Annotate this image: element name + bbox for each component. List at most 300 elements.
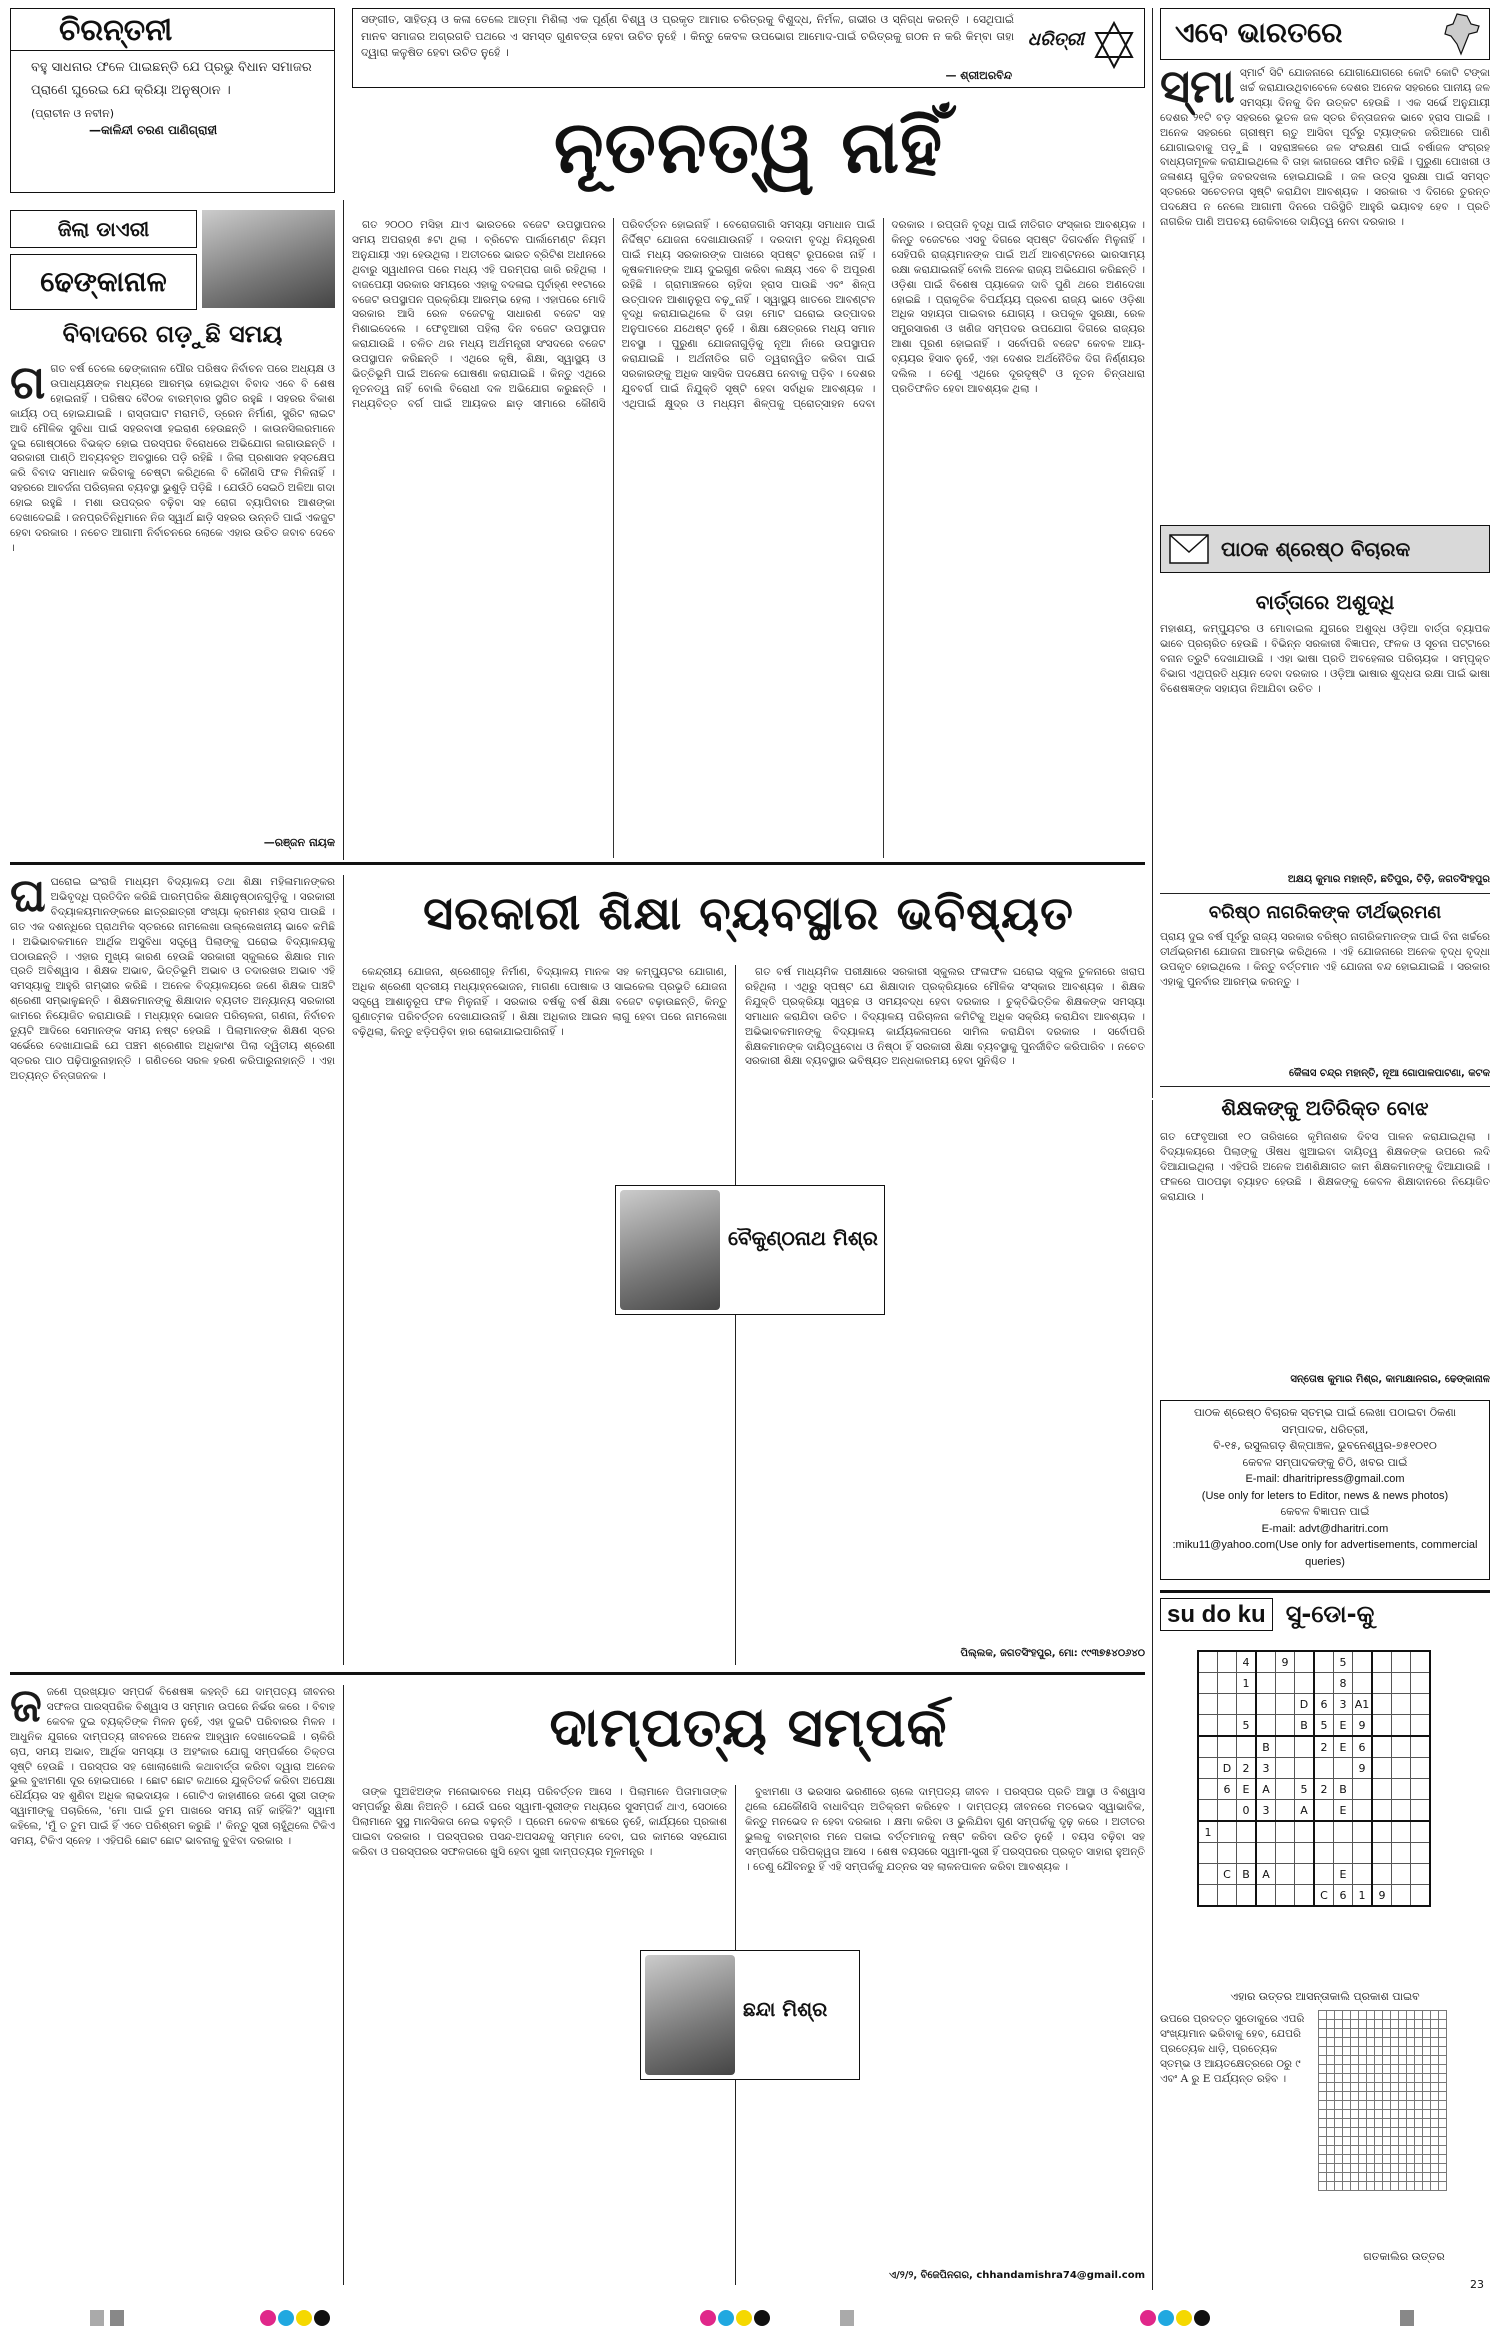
yellow-dot <box>1176 2310 1192 2326</box>
sudoku-cell[interactable]: 5 <box>1334 1651 1353 1673</box>
sudoku-cell[interactable] <box>1334 1821 1353 1843</box>
mini-cell <box>1407 2182 1415 2191</box>
sudoku-cell[interactable] <box>1392 1651 1411 1673</box>
sudoku-cell[interactable] <box>1372 1800 1392 1822</box>
mini-cell <box>1407 2128 1415 2137</box>
mini-cell <box>1351 2029 1359 2038</box>
mini-cell <box>1431 2029 1439 2038</box>
mini-cell <box>1391 2164 1399 2173</box>
mini-cell <box>1351 2011 1359 2020</box>
contact-email[interactable]: :miku11@yahoo.com(Use only for advertisements, commercial queries) <box>1172 1539 1478 1568</box>
sudoku-cell[interactable]: 6 <box>1334 1885 1353 1907</box>
mini-cell <box>1351 2182 1359 2191</box>
sudoku-cell[interactable] <box>1295 1651 1315 1673</box>
contact-email[interactable]: E-mail: advt@dharitri.com <box>1261 1522 1389 1535</box>
star-emblem-icon <box>1094 21 1134 69</box>
sudoku-cell[interactable] <box>1198 1758 1218 1779</box>
mini-cell <box>1423 2110 1431 2119</box>
sudoku-cell[interactable]: B <box>1334 1779 1353 1800</box>
mini-cell <box>1375 2038 1383 2047</box>
sudoku-cell[interactable] <box>1276 1736 1295 1758</box>
mini-cell <box>1351 2128 1359 2137</box>
sudoku-cell[interactable]: 3 <box>1256 1800 1276 1822</box>
mini-row <box>1319 2011 1447 2020</box>
sudoku-cell[interactable] <box>1411 1843 1431 1864</box>
sudoku-cell[interactable] <box>1411 1694 1431 1715</box>
sudoku-cell[interactable] <box>1218 1821 1237 1843</box>
magenta-dot <box>1140 2310 1156 2326</box>
mini-cell <box>1439 2101 1447 2110</box>
mini-cell <box>1415 2020 1423 2029</box>
sudoku-row <box>1198 1885 1430 1907</box>
sudoku-cell[interactable] <box>1218 1843 1237 1864</box>
ebe-bharatare-title: ଏବେ ଭାରତରେ <box>1175 16 1343 49</box>
sudoku-cell[interactable]: 2 <box>1237 1758 1257 1779</box>
mini-cell <box>1439 2020 1447 2029</box>
sudoku-cell[interactable] <box>1276 1673 1295 1694</box>
mini-cell <box>1407 2056 1415 2065</box>
sudoku-cell[interactable] <box>1392 1864 1411 1885</box>
mini-cell <box>1351 2164 1359 2173</box>
sudoku-grid[interactable] <box>1197 1650 1457 1980</box>
sudoku-cell[interactable]: 6 <box>1314 1694 1334 1715</box>
mini-cell <box>1439 2029 1447 2038</box>
sudoku-cell[interactable] <box>1276 1821 1295 1843</box>
sudoku-cell[interactable]: 3 <box>1256 1758 1276 1779</box>
mini-row <box>1319 2047 1447 2056</box>
sudoku-cell[interactable] <box>1295 1736 1315 1758</box>
sudoku-cell[interactable] <box>1392 1843 1411 1864</box>
sudoku-cell[interactable] <box>1372 1673 1392 1694</box>
sudoku-cell[interactable] <box>1411 1736 1431 1758</box>
mini-cell <box>1439 2128 1447 2137</box>
contact-email[interactable]: E-mail: dharitripress@gmail.com <box>1245 1473 1405 1485</box>
sudoku-cell[interactable]: 5 <box>1295 1779 1315 1800</box>
mini-cell <box>1399 2065 1407 2074</box>
gray-swatch <box>840 2310 854 2326</box>
mini-cell <box>1367 2164 1375 2173</box>
sudoku-cell[interactable]: E <box>1334 1715 1353 1737</box>
mini-cell <box>1391 2011 1399 2020</box>
sudoku-cell[interactable] <box>1411 1715 1431 1737</box>
sudoku-cell[interactable] <box>1411 1779 1431 1800</box>
sudoku-cell[interactable] <box>1314 1800 1334 1822</box>
mini-cell <box>1431 2101 1439 2110</box>
sudoku-cell[interactable] <box>1353 1821 1373 1843</box>
sudoku-cell[interactable] <box>1218 1800 1237 1822</box>
sudoku-cell[interactable] <box>1218 1694 1237 1715</box>
sudoku-cell[interactable] <box>1372 1736 1392 1758</box>
mini-cell <box>1319 2029 1327 2038</box>
mini-cell <box>1431 2020 1439 2029</box>
sudoku-cell[interactable]: A <box>1295 1800 1315 1822</box>
mini-cell <box>1327 2074 1335 2083</box>
mini-cell <box>1423 2011 1431 2020</box>
sudoku-cell[interactable]: B <box>1237 1864 1257 1885</box>
mini-cell <box>1391 2083 1399 2092</box>
sudoku-cell[interactable]: E <box>1334 1736 1353 1758</box>
sudoku-cell[interactable] <box>1411 1864 1431 1885</box>
sudoku-cell[interactable] <box>1411 1651 1431 1673</box>
mini-cell <box>1367 2047 1375 2056</box>
zila-diary-author: —ରଞ୍ଜନ ନାୟକ <box>263 836 335 849</box>
mini-cell <box>1343 2155 1351 2164</box>
mini-cell <box>1415 2128 1423 2137</box>
sudoku-cell[interactable] <box>1314 1864 1334 1885</box>
sudoku-cell[interactable] <box>1353 1651 1373 1673</box>
sudoku-cell[interactable]: 2 <box>1314 1779 1334 1800</box>
mini-cell <box>1415 2137 1423 2146</box>
mini-cell <box>1439 2146 1447 2155</box>
mini-cell <box>1359 2128 1367 2137</box>
sudoku-cell[interactable] <box>1372 1821 1392 1843</box>
contact-line: ପାଠକ ଶ୍ରେଷ୍ଠ ବିଚାରକ ସ୍ତମ୍ଭ ପାଇଁ ଲେଖା ପଠାଇବା ଠିକଣା <box>1193 1406 1457 1419</box>
sudoku-cell[interactable]: E <box>1237 1779 1257 1800</box>
mini-cell <box>1327 2020 1335 2029</box>
sudoku-cell[interactable]: 9 <box>1276 1651 1295 1673</box>
sudoku-cell[interactable] <box>1198 1694 1218 1715</box>
sudoku-cell[interactable] <box>1353 1800 1373 1822</box>
mini-cell <box>1359 2110 1367 2119</box>
mini-cell <box>1359 2137 1367 2146</box>
sudoku-cell[interactable] <box>1276 1800 1295 1822</box>
sudoku-cell[interactable] <box>1411 1758 1431 1779</box>
mini-cell <box>1415 2101 1423 2110</box>
sudoku-cell[interactable] <box>1295 1758 1315 1779</box>
sudoku-cell[interactable] <box>1256 1885 1276 1907</box>
letter-title: ବାର୍ତ୍ତାରେ ଅଶୁଦ୍ଧି <box>1255 590 1395 614</box>
mini-cell <box>1399 2155 1407 2164</box>
sudoku-cell[interactable] <box>1237 1694 1257 1715</box>
sudoku-cell[interactable] <box>1256 1694 1276 1715</box>
sudoku-row <box>1198 1651 1430 1673</box>
sudoku-row <box>1198 1758 1430 1779</box>
mini-cell <box>1439 2155 1447 2164</box>
sudoku-cell[interactable] <box>1411 1800 1431 1822</box>
sudoku-cell[interactable] <box>1256 1843 1276 1864</box>
sudoku-cell[interactable] <box>1314 1821 1334 1843</box>
mini-cell <box>1399 2020 1407 2029</box>
mini-cell <box>1423 2056 1431 2065</box>
registration-bar <box>0 2306 1500 2332</box>
mini-cell <box>1391 2146 1399 2155</box>
sudoku-cell[interactable]: 9 <box>1372 1885 1392 1907</box>
mini-cell <box>1399 2056 1407 2065</box>
mini-cell <box>1431 2083 1439 2092</box>
sudoku-cell[interactable] <box>1218 1715 1237 1737</box>
sudoku-cell[interactable]: 3 <box>1334 1694 1353 1715</box>
sudoku-cell[interactable]: 9 <box>1353 1715 1373 1737</box>
mini-row <box>1319 2164 1447 2173</box>
sudoku-cell[interactable] <box>1276 1694 1295 1715</box>
sudoku-cell[interactable]: C <box>1314 1885 1334 1907</box>
mini-cell <box>1335 2065 1343 2074</box>
contact-line: ସମ୍ପାଦକ, ଧରିତ୍ରୀ, <box>1281 1422 1369 1436</box>
sudoku-cell[interactable] <box>1198 1715 1218 1737</box>
mini-row <box>1319 2137 1447 2146</box>
mini-cell <box>1335 2011 1343 2020</box>
sudoku-cell[interactable] <box>1256 1715 1276 1737</box>
sudoku-cell[interactable]: E <box>1334 1800 1353 1822</box>
mini-cell <box>1383 2011 1391 2020</box>
sudoku-cell[interactable] <box>1237 1843 1257 1864</box>
mini-cell <box>1423 2020 1431 2029</box>
sudoku-cell[interactable] <box>1372 1758 1392 1779</box>
mini-cell <box>1423 2128 1431 2137</box>
sudoku-cell[interactable] <box>1198 1673 1218 1694</box>
mini-cell <box>1343 2011 1351 2020</box>
sudoku-cell[interactable] <box>1237 1736 1257 1758</box>
sudoku-cell[interactable] <box>1411 1885 1431 1907</box>
mini-row <box>1319 2173 1447 2182</box>
mini-cell <box>1375 2164 1383 2173</box>
sudoku-cell[interactable]: 5 <box>1237 1715 1257 1737</box>
mini-cell <box>1327 2101 1335 2110</box>
sudoku-cell[interactable] <box>1353 1864 1373 1885</box>
sudoku-cell[interactable] <box>1372 1779 1392 1800</box>
mini-cell <box>1399 2092 1407 2101</box>
sudoku-cell[interactable] <box>1276 1885 1295 1907</box>
mini-cell <box>1351 2101 1359 2110</box>
mini-cell <box>1319 2128 1327 2137</box>
letter-divider <box>1160 893 1490 894</box>
mini-cell <box>1383 2110 1391 2119</box>
zila-diary-body: ଗତ ବର୍ଷ ତେଲେ ଢେଙ୍କାନାଳ ପୌର ପରିଷଦ ନିର୍ବାଚନ ପରେ ଅଧ୍ୟକ୍ଷ ଓ ଉପାଧ୍ୟକ୍ଷଙ୍କ ମଧ୍ୟରେ ଆରମ୍ଭ ହୋଇଥିବା ବିବାଦ ଏବେ ବି ଶେଷ ହୋଇନାହିଁ । ପରିଷଦ ବୈଠକ ବାରମ୍ବାର ସ୍ଥଗିତ ରହୁଛି । ସହରର ବିକାଶ କାର୍ଯ୍ୟ ଠପ୍ ହୋଇଯାଇଛି । ରାସ୍ତାଘାଟ ମରାମତି, ଡ୍ରେନ ନିର୍ମାଣ, ସ୍ଟ୍ରିଟ ଲାଇଟ ଆଦି ମୌଳିକ ସୁବିଧା ପାଇଁ ସହରବାସୀ ହଇରାଣ ହେଉଛନ୍ତି । କାଉନସିଲରମାନେ ଦୁଇ ଗୋଷ୍ଠୀରେ ବିଭକ୍ତ ହୋଇ ପରସ୍ପର ବିରୋଧରେ ଅଭିଯୋଗ ଲଗାଉଛନ୍ତି । ସରକାରୀ ପାଣ୍ଠି ଅବ୍ୟବହୃତ ଅବସ୍ଥାରେ ପଡ଼ି ରହିଛି । ଜିଲା ପ୍ରଶାସନ ହସ୍ତକ୍ଷେପ କରି ବିବାଦ ସମାଧାନ କରିବାକୁ ଚେଷ୍ଟା କରିଥିଲେ ବି କୌଣସି ଫଳ ମିଳିନାହିଁ । ସହରରେ ଆବର୍ଜନା ପରିଚାଳନା ବ୍ୟବସ୍ଥା ଭୁଶୁଡ଼ି ପଡ଼ିଛି । ଯେଉଁଠି ସେଇଠି ଅଳିଆ ଗଦା ହୋଇ ରହୁଛି । ମଶା ଉପଦ୍ରବ ବଢ଼ିବା ସହ ରୋଗ ବ୍ୟାପିବାର ଆଶଙ୍କା ଦେଖାଦେଇଛି । ଜନପ୍ରତିନିଧିମାନେ ନିଜ ସ୍ୱାର୍ଥ ଛାଡ଼ି ସହରର ଉନ୍ନତି ପାଇଁ ଏକଜୁଟ ହେବା ଦରକାର । ନଚେତ ଆଗାମୀ ନିର୍ବାଚନରେ ଲୋକେ ଏହାର ଉଚିତ ଜବାବ ଦେବେ । <box>10 363 335 554</box>
sudoku-cell[interactable] <box>1198 1651 1218 1673</box>
mini-cell <box>1335 2146 1343 2155</box>
mini-cell <box>1327 2119 1335 2128</box>
chirantani-title: ଚିରନ୍ତନୀ <box>11 9 334 51</box>
mini-cell <box>1367 2011 1375 2020</box>
sudoku-cell[interactable]: E <box>1334 1864 1353 1885</box>
mini-cell <box>1431 2164 1439 2173</box>
zila-diary-district: ଢେଙ୍କାନାଳ <box>10 254 197 310</box>
sudoku-cell[interactable] <box>1198 1800 1218 1822</box>
sudoku-cell[interactable] <box>1295 1885 1315 1907</box>
sudoku-cell[interactable] <box>1392 1715 1411 1737</box>
mini-cell <box>1327 2110 1335 2119</box>
sudoku-cell[interactable] <box>1237 1821 1257 1843</box>
mini-cell <box>1335 2056 1343 2065</box>
sudoku-cell[interactable] <box>1353 1843 1373 1864</box>
mini-cell <box>1351 2137 1359 2146</box>
sudoku-cell[interactable]: D <box>1295 1694 1315 1715</box>
mini-cell <box>1375 2101 1383 2110</box>
sudoku-cell[interactable] <box>1276 1843 1295 1864</box>
mini-cell <box>1407 2146 1415 2155</box>
sudoku-cell[interactable] <box>1372 1864 1392 1885</box>
mini-cell <box>1375 2056 1383 2065</box>
sudoku-cell[interactable]: 5 <box>1314 1715 1334 1737</box>
mini-cell <box>1407 2011 1415 2020</box>
mini-cell <box>1343 2119 1351 2128</box>
sudoku-cell[interactable] <box>1256 1821 1276 1843</box>
sudoku-cell[interactable] <box>1198 1736 1218 1758</box>
mini-cell <box>1359 2047 1367 2056</box>
sudoku-cell[interactable]: C <box>1218 1864 1237 1885</box>
sudoku-cell[interactable]: B <box>1256 1736 1276 1758</box>
mini-cell <box>1343 2056 1351 2065</box>
sudoku-cell[interactable] <box>1218 1736 1237 1758</box>
sudoku-cell[interactable]: A1 <box>1353 1694 1373 1715</box>
mini-cell <box>1359 2029 1367 2038</box>
sudoku-cell[interactable] <box>1256 1651 1276 1673</box>
mini-cell <box>1343 2083 1351 2092</box>
mini-cell <box>1391 2092 1399 2101</box>
sudoku-cell[interactable]: A <box>1256 1864 1276 1885</box>
mini-cell <box>1399 2011 1407 2020</box>
mini-cell <box>1391 2020 1399 2029</box>
sudoku-cell[interactable]: A <box>1256 1779 1276 1800</box>
mini-cell <box>1351 2056 1359 2065</box>
mini-cell <box>1343 2164 1351 2173</box>
sudoku-cell[interactable]: 2 <box>1314 1736 1334 1758</box>
shiksha-body-left: ଘରୋଇ ଇଂରାଜି ମାଧ୍ୟମ ବିଦ୍ୟାଳୟ ତଥା ଶିକ୍ଷା ମହିଳାମାନଙ୍କର ଅଭିବୃଦ୍ଧି ପ୍ରତିଦିନ କରିଛି ପାରମ୍ପରିକ ଶିକ୍ଷାନୁଷ୍ଠାନଗୁଡ଼ିକୁ । ସରକାରୀ ବିଦ୍ୟାଳୟମାନଙ୍କରେ ଛାତ୍ରଛାତ୍ରୀ ସଂଖ୍ୟା କ୍ରମଶଃ ହ୍ରାସ ପାଉଛି । ଗତ ଏକ ଦଶନ୍ଧିରେ ପ୍ରାଥମିକ ସ୍ତରରେ ନାମଲେଖା ଉଲ୍ଲେଖନୀୟ ଭାବେ କମିଛି । ଅଭିଭାବକମାନେ ଆର୍ଥିକ ଅସୁବିଧା ସତ୍ତ୍ୱେ ପିଲାଙ୍କୁ ଘରୋଇ ବିଦ୍ୟାଳୟକୁ ପଠାଉଛନ୍ତି । ଏହାର ମୁଖ୍ୟ କାରଣ ହେଉଛି ସରକାରୀ ସ୍କୁଲରେ ଶିକ୍ଷାର ମାନ ପ୍ରତି ଅବିଶ୍ୱାସ । ଶିକ୍ଷକ ଅଭାବ, ଭିତ୍ତିଭୂମି ଅଭାବ ଓ ତଦାରଖର ଅଭାବ ଏହି ସମସ୍ୟାକୁ ଆହୁରି ଗମ୍ଭୀର କରିଛି । ଅନେକ ବିଦ୍ୟାଳୟରେ ଜଣେ ଶିକ୍ଷକ ପାଞ୍ଚଟି ଶ୍ରେଣୀ ସମ୍ଭାଳୁଛନ୍ତି । ଶିକ୍ଷକମାନଙ୍କୁ ଶିକ୍ଷାଦାନ ବ୍ୟତୀତ ଅନ୍ୟାନ୍ୟ ସରକାରୀ କାମରେ ନିୟୋଜିତ କରାଯାଉଛି । ମଧ୍ୟାହ୍ନ ଭୋଜନ ପରିଚାଳନା, ଗଣନା, ନିର୍ବାଚନ ଡ୍ୟୁଟି ଆଦିରେ ସେମାନଙ୍କ ସମୟ ନଷ୍ଟ ହେଉଛି । ପିଲାମାନଙ୍କ ଶିକ୍ଷଣ ସ୍ତର ସର୍ଭେରେ ଦେଖାଯାଇଛି ଯେ ପଞ୍ଚମ ଶ୍ରେଣୀର ଅଧିକାଂଶ ପିଲା ଦ୍ୱିତୀୟ ଶ୍ରେଣୀ ସ୍ତରର ପାଠ ପଢ଼ିପାରୁନାହାନ୍ତି । ଗଣିତରେ ସରଳ ହରଣ କରିପାରୁନାହାନ୍ତି । ଏହା ଅତ୍ୟନ୍ତ ଚିନ୍ତାଜନକ । <box>10 876 335 1082</box>
sudoku-cell[interactable]: 6 <box>1218 1779 1237 1800</box>
sudoku-cell[interactable] <box>1353 1673 1373 1694</box>
mini-cell <box>1383 2074 1391 2083</box>
sudoku-cell[interactable]: B <box>1295 1715 1315 1737</box>
sudoku-table[interactable] <box>1197 1650 1431 1907</box>
sudoku-cell[interactable] <box>1218 1885 1237 1907</box>
sudoku-cell[interactable] <box>1392 1673 1411 1694</box>
sudoku-cell[interactable]: 1 <box>1198 1821 1218 1843</box>
sudoku-cell[interactable] <box>1411 1821 1431 1843</box>
mini-cell <box>1319 2119 1327 2128</box>
mini-cell <box>1375 2146 1383 2155</box>
sudoku-cell[interactable] <box>1276 1864 1295 1885</box>
sudoku-cell[interactable]: 8 <box>1334 1673 1353 1694</box>
mini-cell <box>1399 2119 1407 2128</box>
author-photo <box>620 1190 720 1310</box>
mini-cell <box>1335 2101 1343 2110</box>
mini-cell <box>1335 2020 1343 2029</box>
ebe-bharatare-text <box>1160 66 1490 506</box>
sudoku-cell[interactable] <box>1353 1779 1373 1800</box>
black-dot <box>754 2310 770 2326</box>
sudoku-cell[interactable] <box>1392 1821 1411 1843</box>
sudoku-cell[interactable] <box>1276 1758 1295 1779</box>
shiksha-headline: ସରକାରୀ ଶିକ୍ଷା ବ୍ୟବସ୍ଥାର ଭବିଷ୍ୟତ <box>423 886 1074 940</box>
sudoku-cell[interactable] <box>1256 1673 1276 1694</box>
mini-cell <box>1375 2173 1383 2182</box>
mini-cell <box>1351 2155 1359 2164</box>
mini-cell <box>1383 2029 1391 2038</box>
mini-cell <box>1399 2173 1407 2182</box>
zila-diary-header <box>10 210 335 310</box>
mini-row <box>1319 2074 1447 2083</box>
mini-cell <box>1367 2182 1375 2191</box>
sudoku-cell[interactable]: 9 <box>1353 1758 1373 1779</box>
sudoku-cell[interactable] <box>1276 1779 1295 1800</box>
editorial-text <box>352 218 1145 858</box>
sudoku-cell[interactable] <box>1198 1779 1218 1800</box>
mini-cell <box>1327 2146 1335 2155</box>
quote-box <box>352 8 1145 88</box>
sudoku-cell[interactable] <box>1334 1843 1353 1864</box>
sudoku-cell[interactable] <box>1314 1651 1334 1673</box>
cyan-dot <box>718 2310 734 2326</box>
sudoku-cell[interactable]: 0 <box>1237 1800 1257 1822</box>
mini-cell <box>1351 2119 1359 2128</box>
sudoku-cell[interactable] <box>1314 1758 1334 1779</box>
sudoku-cell[interactable] <box>1314 1843 1334 1864</box>
sudoku-cell[interactable] <box>1198 1885 1218 1907</box>
mini-cell <box>1423 2065 1431 2074</box>
dropcap: ଜ <box>10 1685 42 1732</box>
sudoku-cell[interactable] <box>1392 1779 1411 1800</box>
mini-cell <box>1367 2074 1375 2083</box>
shiksha-author-block <box>615 1185 885 1315</box>
sudoku-row <box>1198 1821 1430 1843</box>
sudoku-cell[interactable] <box>1295 1864 1315 1885</box>
mini-cell <box>1319 2092 1327 2101</box>
sudoku-cell[interactable] <box>1218 1673 1237 1694</box>
mini-cell <box>1407 2110 1415 2119</box>
sudoku-cell[interactable]: 1 <box>1353 1885 1373 1907</box>
sudoku-cell[interactable]: D <box>1218 1758 1237 1779</box>
mini-cell <box>1319 2074 1327 2083</box>
sudoku-cell[interactable] <box>1372 1843 1392 1864</box>
sudoku-cell[interactable] <box>1237 1885 1257 1907</box>
mini-cell <box>1383 2038 1391 2047</box>
sudoku-cell[interactable] <box>1295 1843 1315 1864</box>
sudoku-cell[interactable] <box>1372 1715 1392 1737</box>
letter-title: ଶିକ୍ଷକଙ୍କୁ ଅତିରିକ୍ତ ବୋଝ <box>1221 1096 1429 1120</box>
mini-cell <box>1383 2101 1391 2110</box>
mini-cell <box>1439 2137 1447 2146</box>
sudoku-cell[interactable] <box>1295 1673 1315 1694</box>
mini-cell <box>1327 2092 1335 2101</box>
mini-cell <box>1431 2119 1439 2128</box>
ebe-bharatare-paragraph <box>1160 66 1490 230</box>
mini-row <box>1319 2119 1447 2128</box>
mini-cell <box>1335 2092 1343 2101</box>
sudoku-cell[interactable] <box>1392 1758 1411 1779</box>
sudoku-cell[interactable] <box>1218 1651 1237 1673</box>
quote-author: — ଶ୍ରୀଅରବିନ୍ଦ <box>945 69 1012 82</box>
mini-cell <box>1335 2164 1343 2173</box>
mini-cell <box>1399 2164 1407 2173</box>
mini-cell <box>1391 2065 1399 2074</box>
sudoku-cell[interactable] <box>1372 1651 1392 1673</box>
sudoku-cell[interactable] <box>1392 1736 1411 1758</box>
mini-row <box>1319 2128 1447 2137</box>
mini-cell <box>1327 2038 1335 2047</box>
sudoku-cell[interactable] <box>1392 1694 1411 1715</box>
sudoku-cell[interactable] <box>1198 1843 1218 1864</box>
sudoku-cell[interactable] <box>1334 1758 1353 1779</box>
mini-cell <box>1351 2074 1359 2083</box>
sudoku-cell[interactable] <box>1411 1673 1431 1694</box>
dampatya-paragraph: ତାଙ୍କ ପୁଅଝିଅଙ୍କ ମନୋଭାବରେ ମଧ୍ୟ ପରିବର୍ତ୍ତନ ଆସେ । ପିଲାମାନେ ପିତାମାତାଙ୍କ ସମ୍ପର୍କରୁ ଶିକ୍ଷା ନିଅନ୍ତି । ଯେଉଁ ଘରେ ସ୍ୱାମୀ-ସ୍ତ୍ରୀଙ୍କ ମଧ୍ୟରେ ସୁସମ୍ପର୍କ ଥାଏ, ସେଠାରେ ପିଲାମାନେ ସୁସ୍ଥ ମାନସିକତା ନେଇ ବଢ଼ନ୍ତି । ପ୍ରେମ କେବଳ ଶବ୍ଦରେ ନୁହେଁ, କାର୍ଯ୍ୟରେ ପ୍ରକାଶ ପାଇବା ଦରକାର । ପରସ୍ପରର ପସନ୍ଦ-ଅପସନ୍ଦକୁ ସମ୍ମାନ ଦେବା, ଘର କାମରେ ସହଯୋଗ କରିବା ଓ ପରସ୍ପରର ସଫଳତାରେ ଖୁସି ହେବା ସୁଖୀ ଦାମ୍ପତ୍ୟର ମୂଳମନ୍ତ୍ର । <box>352 1786 727 1858</box>
mini-cell <box>1359 2119 1367 2128</box>
dropcap: ଗ <box>10 362 46 409</box>
sudoku-cell[interactable]: 4 <box>1237 1651 1257 1673</box>
sudoku-cell[interactable] <box>1392 1800 1411 1822</box>
mini-cell <box>1415 2065 1423 2074</box>
sudoku-cell[interactable]: 1 <box>1237 1673 1257 1694</box>
sudoku-cell[interactable] <box>1314 1673 1334 1694</box>
sudoku-cell[interactable] <box>1198 1864 1218 1885</box>
contact-note: (Use only for leters to Editor, news & news photos) <box>1201 1489 1449 1502</box>
sudoku-cell[interactable] <box>1372 1694 1392 1715</box>
sudoku-cell[interactable] <box>1392 1885 1411 1907</box>
mini-cell <box>1375 2083 1383 2092</box>
sudoku-cell[interactable] <box>1276 1715 1295 1737</box>
sudoku-cell[interactable]: 6 <box>1353 1736 1373 1758</box>
sudoku-cell[interactable] <box>1295 1821 1315 1843</box>
